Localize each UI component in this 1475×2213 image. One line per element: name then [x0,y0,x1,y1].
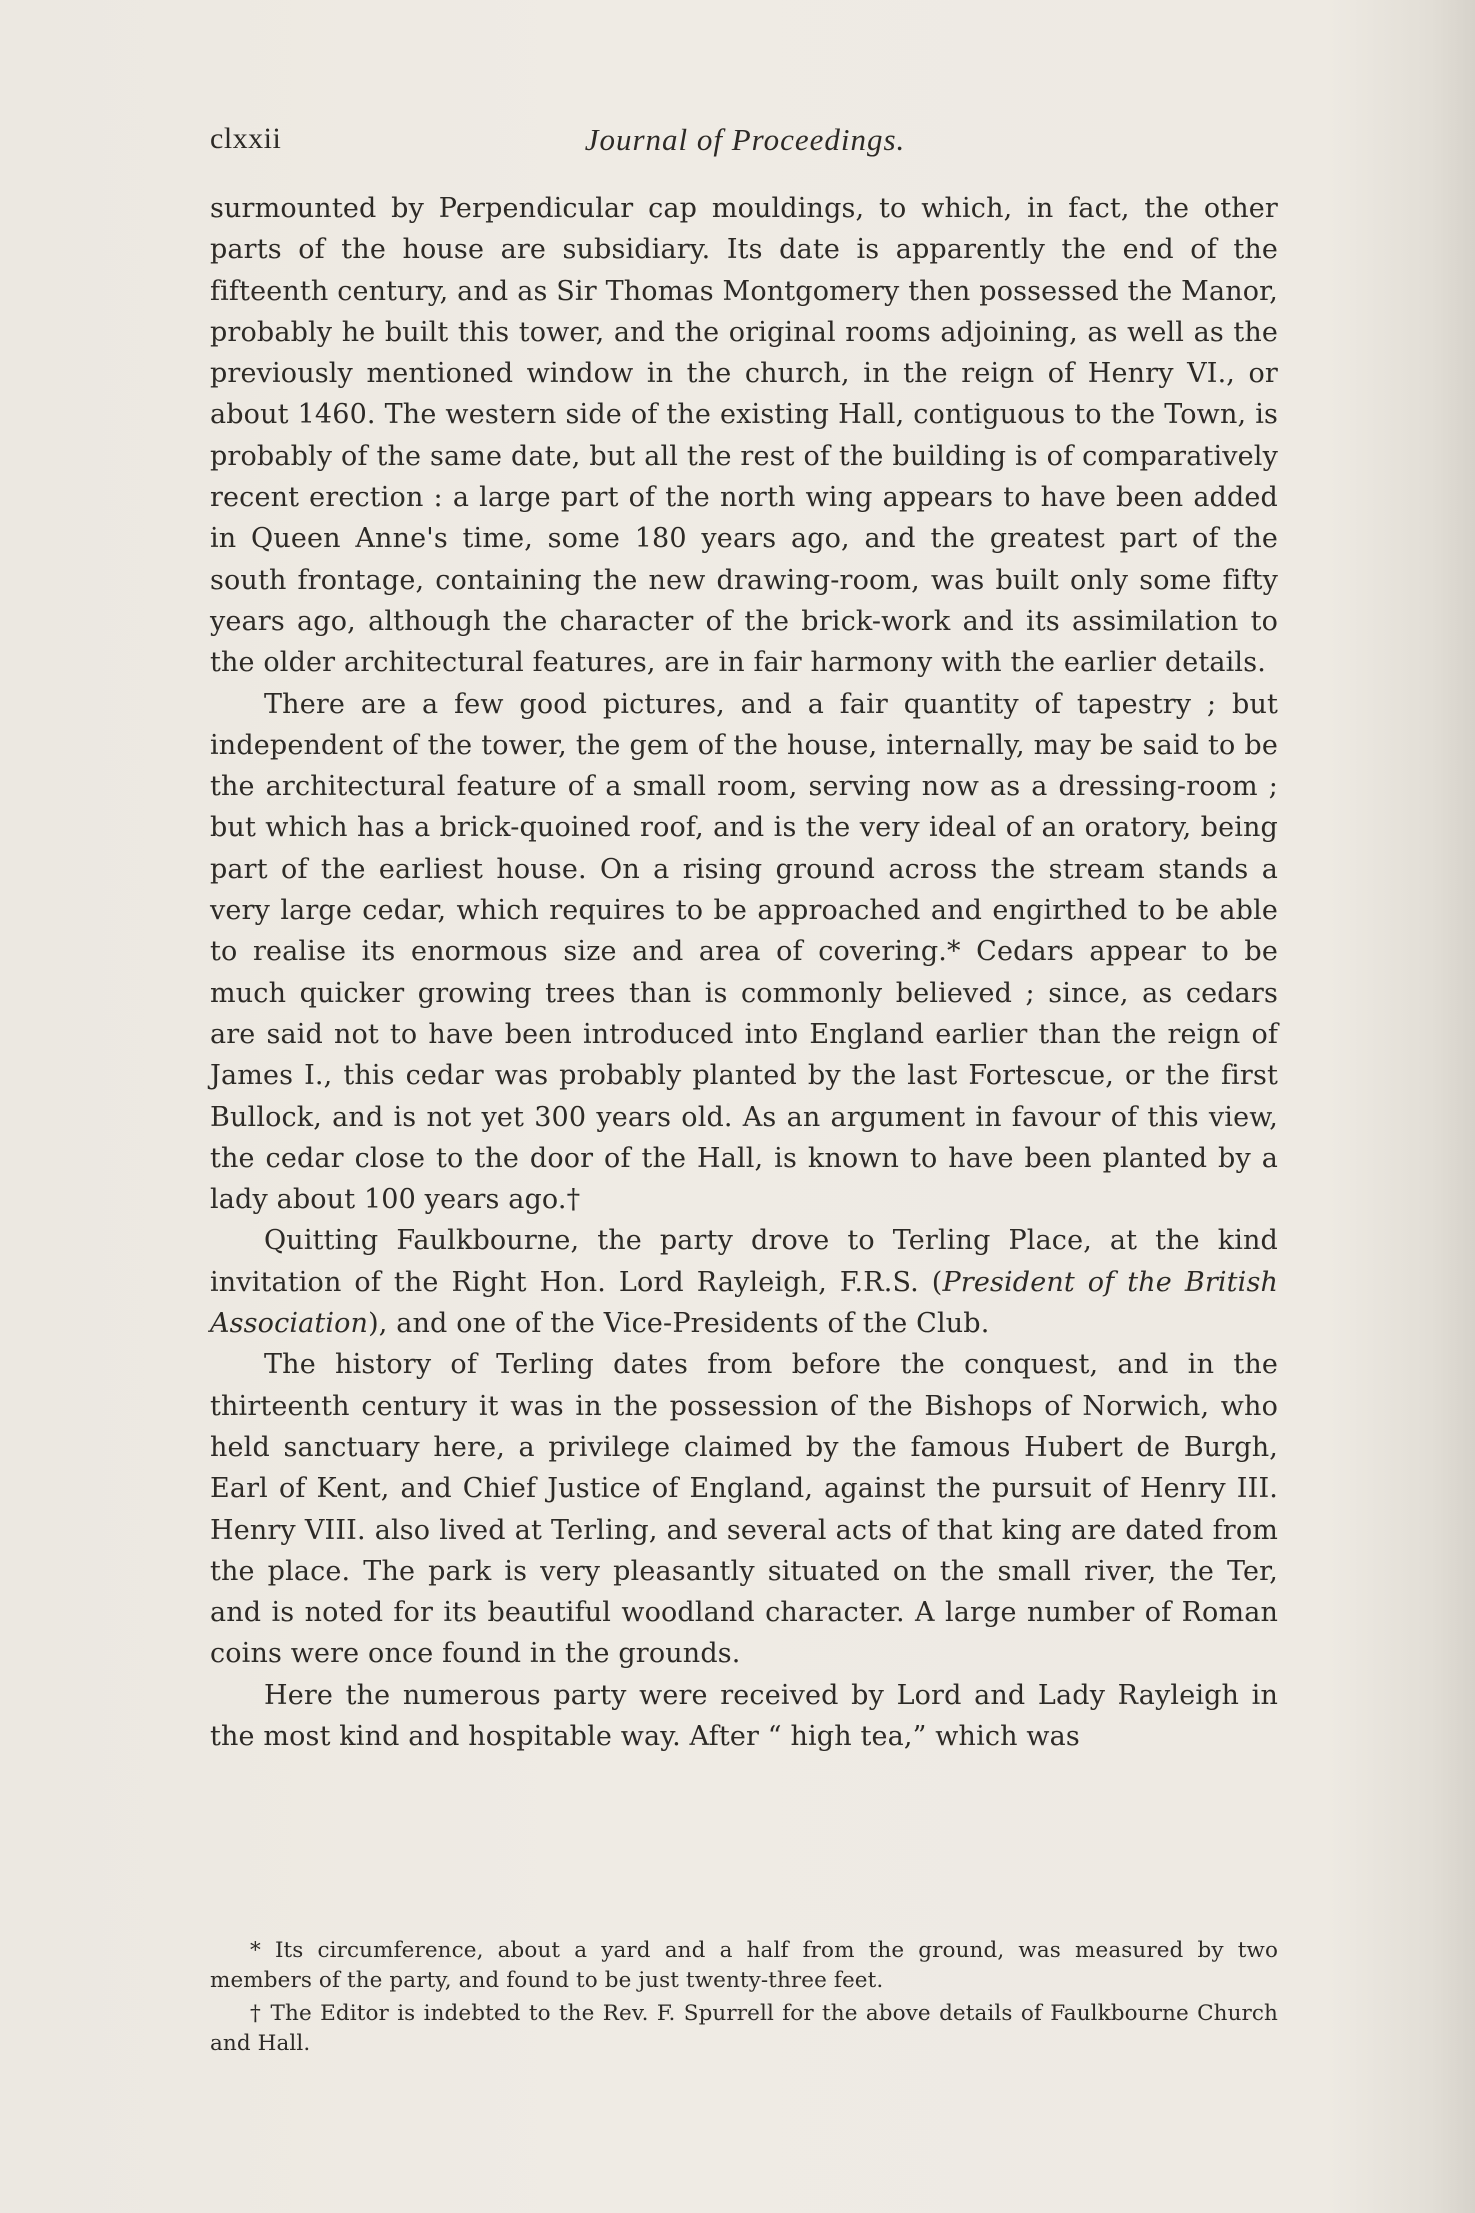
paragraph-text: The history of Terling dates from before the conquest, and in the thirteenth century it was in the possession of the Bishops of Norwich, who held sanctuary here, a privilege claimed by the famous Hubert de Burgh, Earl of Kent, and Chief Justice of England, against the pursuit of Henry III. Henry VIII. also lived at Terling, and several acts of that king are dated from the place. The park is very pleasantly situated on the small river, the Ter, and is noted for its beautiful woodland character. A large number of Roman coins were once found in the grounds. [210,1349,1278,1670]
paragraph-continued [210,188,1278,684]
paragraph-text: Here the numerous party were received by Lord and Lady Rayleigh in the most kind and hospitable way. After “ high tea,” which was [210,1679,1278,1752]
paragraph [210,1675,1278,1758]
paragraph-text: There are a few good pictures, and a fair quantity of tapestry ; but independent of the tower, the gem of the house, internally, may be said to be the architectural feature of a small room, serving now as a dressing-room ; but which has a brick-quoined roof, and is the very ideal of an oratory, being part of the earliest house. On a rising ground across the stream stands a very large cedar, which requires to be approached and engirthed to be able to realise its enormous size and area of covering.* Cedars appear to be much quicker growing trees than is commonly believed ; since, as cedars are said not to have been introduced into England earlier than the reign of James I., this cedar was probably planted by the last Fortescue, or the first Bullock, and is not yet 300 years old. As an argument in favour of this view, the cedar close to the door of the Hall, is known to have been planted by a lady about 100 years ago.† [210,688,1278,1216]
paragraph [210,1220,1278,1344]
footnote: † The Editor is indebted to the Rev. F. Spurrell for the above details of Faulkbourne Church and Hall. [210,2001,1278,2056]
running-title: Journal of Proceedings. [584,122,906,157]
paragraph [210,684,1278,1221]
italic-text: President of the British Association [210,1266,1278,1340]
footnote: * Its circumference, about a yard and a half from the ground, was measured by two members of the party, and found to be just twenty-three feet. [210,1938,1278,1993]
paragraph-text: ), and one of the Vice-Presidents of the Club. [368,1308,990,1340]
paragraph [210,1344,1278,1674]
body-text [210,188,1278,1757]
page-number: clxxii [210,122,282,155]
paragraph-text: surmounted by Perpendicular cap mouldings, to which, in fact, the other parts of the house are subsidiary. Its date is apparently the end of the fifteenth century, and as Sir Thomas Montgomery then possessed the Manor, probably he built this tower, and the original rooms adjoining, as well as the previously mentioned window in the church, in the reign of Henry VI., or about 1460. The western side of the existing Hall, contiguous to the Town, is probably of the same date, but all the rest of the building is of comparatively recent erection : a large part of the north wing appears to have been added in Queen Anne's time, some 180 years ago, and the greatest part of the south frontage, containing the new drawing-room, was built only some fifty years ago, although the character of the brick-work and its assimilation to the older architectural features, are in fair harmony with the earlier details. [210,193,1278,679]
paragraph-text: Quitting Faulkbourne, the party drove to Terling Place, at the kind invitation of the Right Hon. Lord Rayleigh, F.R.S. ( [210,1225,1278,1298]
page-header [210,122,1280,162]
footnotes [210,1936,1278,2062]
